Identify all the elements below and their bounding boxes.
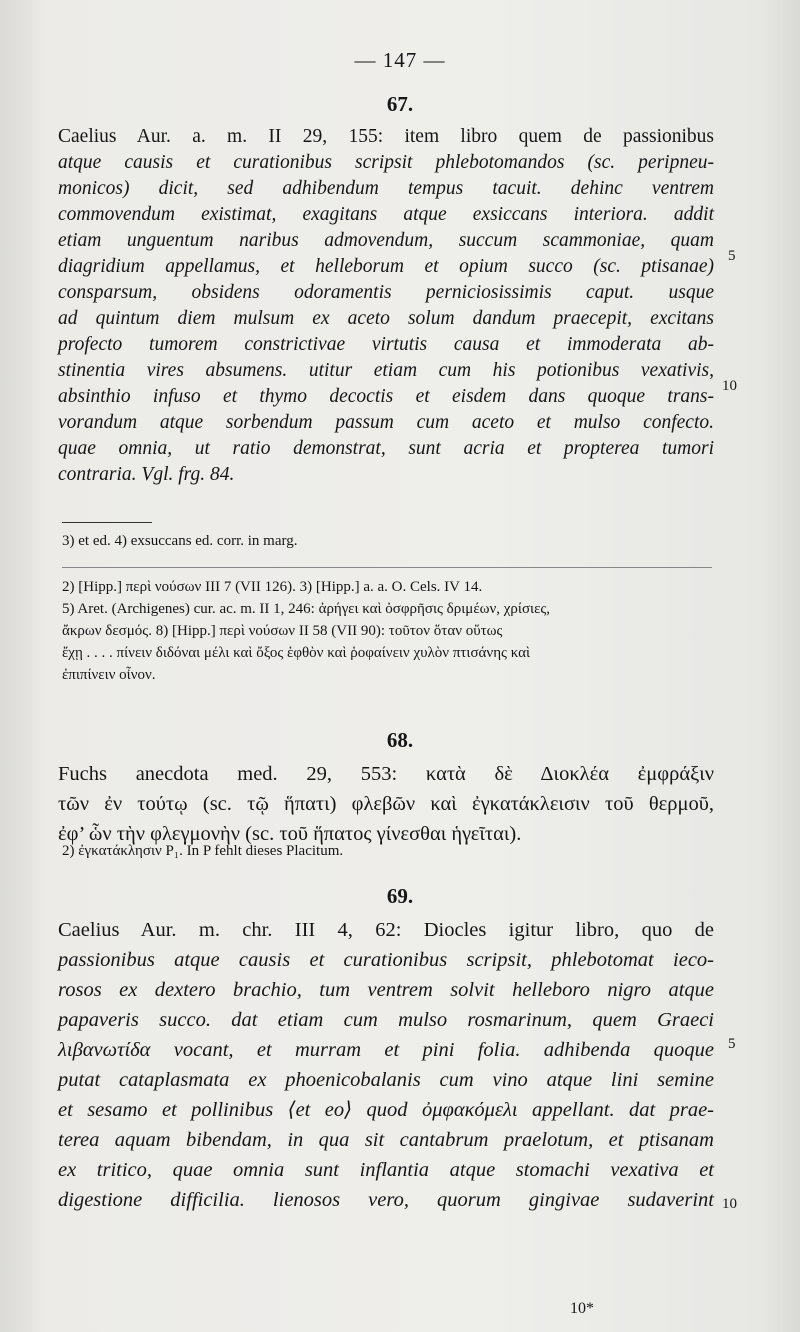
text-line: ad quintum diem mulsum ex aceto solum dandum praecepit, excitans: [58, 308, 714, 329]
section-number: 67.: [386, 92, 414, 116]
page-header: — 147 —: [354, 48, 446, 72]
apparatus-critical: [62, 840, 712, 862]
text-line: terea aquam bibendam, in qua sit cantabrum praelotum, et ptisanam: [58, 1129, 714, 1151]
line-number: 5: [728, 1036, 736, 1052]
apparatus-line: 5) Aret. (Archigenes) cur. ac. m. II 1, 246: ἀρήγει καὶ ὀσφρῆσις δριμέων, χρίσιες,: [62, 601, 551, 617]
text-line: quae omnia, ut ratio demonstrat, sunt acria et propterea tumori: [58, 438, 714, 459]
section-text: [58, 916, 714, 1216]
apparatus-line: 3) et ed. 4) exsuccans ed. corr. in marg.: [62, 533, 298, 549]
apparatus-line: 2) [Hipp.] περὶ νούσων III 7 (VII 126). 3) [Hipp.] a. a. O. Cels. IV 14.: [62, 579, 483, 595]
section-number: 69.: [386, 884, 414, 908]
page-edge-shadow: [760, 0, 800, 1332]
line-number: 10: [722, 1196, 737, 1212]
text-line: profecto tumorem constrictivae virtutis causa et immoderata ab-: [58, 334, 714, 355]
text-line: rosos ex dextero brachio, tum ventrem solvit helleboro nigro atque: [58, 979, 714, 1001]
text-line: passionibus atque causis et curationibus scripsit, phlebotomat ieco-: [58, 949, 714, 971]
text-line: Caelius Aur. a. m. II 29, 155: item libro quem de passionibus: [58, 126, 714, 147]
signature-mark: 10*: [570, 1300, 594, 1317]
apparatus-divider: [62, 567, 712, 568]
text-line: commovendum existimat, exagitans atque exsiccans interiora. addit: [58, 204, 714, 225]
text-line: λιβανωτίδα vocant, et murram et pini folia. adhibenda quoque: [58, 1039, 714, 1061]
text-line: contraria. Vgl. frg. 84.: [58, 464, 235, 485]
section-text: [58, 760, 714, 850]
text-line: etiam unguentum naribus admovendum, succum scammoniae, quam: [58, 230, 714, 251]
apparatus-sources: [62, 576, 712, 686]
section-number: 68.: [386, 728, 414, 752]
apparatus-line: 2) ἐγκατάκλησιν P₁. In P fehlt dieses Placitum.: [62, 843, 344, 859]
text-line: stinentia vires absumens. utitur etiam cum his potionibus vexativis,: [58, 360, 714, 381]
text-line: vorandum atque sorbendum passum cum aceto et mulso confecto.: [58, 412, 714, 433]
text-line: diagridium appellamus, et helleborum et opium succo (sc. ptisanae): [58, 256, 714, 277]
text-line: ἐφ’ ὧν τὴν φλεγμονὴν (sc. τοῦ ἥπατος γίνεσθαι ἡγεῖται).: [58, 823, 522, 845]
line-number: 5: [728, 248, 736, 264]
text-line: τῶν ἐν τούτῳ (sc. τῷ ἥπατι) φλεβῶν καὶ ἐγκατάκλεισιν τοῦ θερμοῦ,: [58, 793, 714, 815]
text-line: et sesamo et pollinibus ⟨et eo⟩ quod ὀμφακόμελι appellant. dat prae-: [58, 1099, 714, 1121]
text-line: Caelius Aur. m. chr. III 4, 62: Diocles igitur libro, quo de: [58, 919, 714, 941]
text-line: absinthio infuso et thymo decoctis et eisdem dans quoque trans-: [58, 386, 714, 407]
text-line: digestione difficilia. lienosos vero, quorum gingivae sudaverint: [58, 1189, 714, 1211]
line-number: 10: [722, 378, 737, 394]
text-line: papaveris succo. dat etiam cum mulso rosmarinum, quem Graeci: [58, 1009, 714, 1031]
text-line: Fuchs anecdota med. 29, 553: κατὰ δὲ Διοκλέα ἐμφράξιν: [58, 763, 714, 785]
apparatus-line: ἄκρων δεσμός. 8) [Hipp.] περὶ νούσων II 58 (VII 90): τοῦτον ὅταν οὕτως: [62, 623, 503, 639]
apparatus-line: ἔχῃ . . . . πίνειν διδόναι μέλι καὶ ὄξος ἑφθὸν καὶ ῥοφαίνειν χυλὸν πτισάνης καὶ: [62, 645, 531, 661]
apparatus-rule: [62, 522, 152, 523]
text-line: putat cataplasmata ex phoenicobalanis cum vino atque lini semine: [58, 1069, 714, 1091]
section-text: [58, 124, 714, 488]
apparatus-critical: [62, 530, 712, 552]
text-line: monicos) dicit, sed adhibendum tempus tacuit. dehinc ventrem: [58, 178, 714, 199]
text-line: atque causis et curationibus scripsit phlebotomandos (sc. peripneu-: [58, 152, 714, 173]
text-line: consparsum, obsidens odoramentis perniciosissimis caput. usque: [58, 282, 714, 303]
text-line: ex tritico, quae omnia sunt inflantia atque stomachi vexativa et: [58, 1159, 714, 1181]
apparatus-line: ἐπιπίνειν οἶνον.: [62, 667, 156, 683]
